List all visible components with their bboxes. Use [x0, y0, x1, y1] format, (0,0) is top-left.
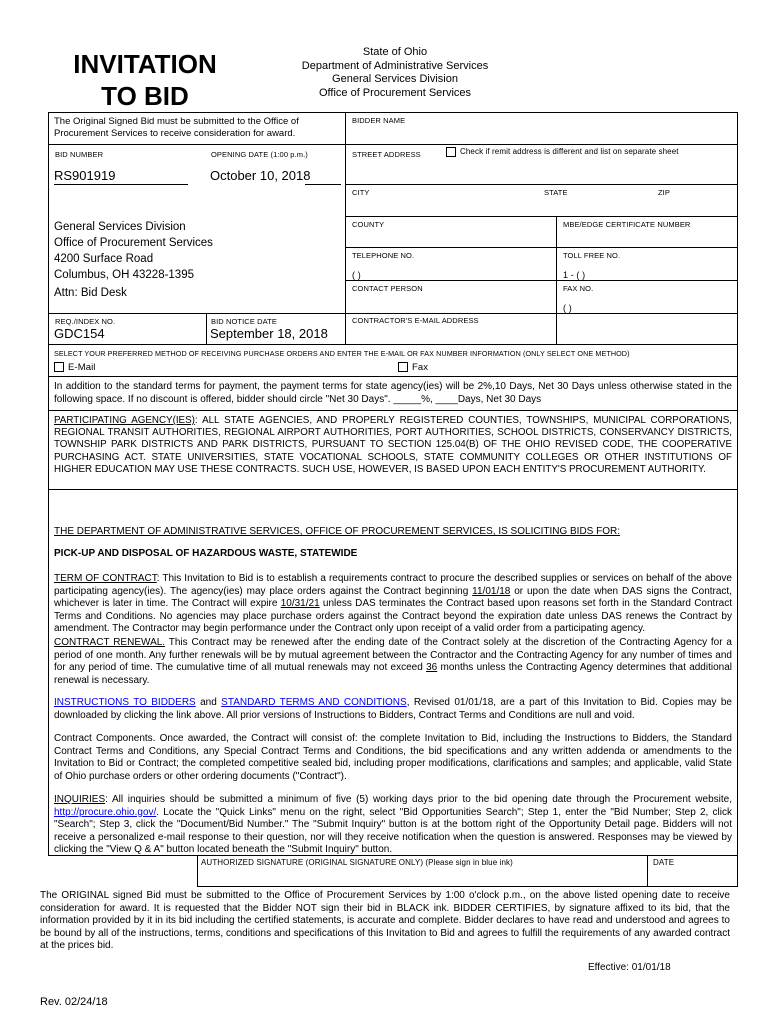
option-label: Fax — [412, 362, 429, 373]
divider — [48, 144, 345, 145]
telephone-label: TELEPHONE NO. — [352, 251, 415, 260]
bid-subject: PICK-UP AND DISPOSAL OF HAZARDOUS WASTE, STATEWIDE — [54, 548, 358, 559]
divider — [345, 144, 738, 145]
divider — [48, 313, 345, 314]
checkbox-icon[interactable] — [446, 147, 456, 157]
divider — [206, 313, 207, 344]
divider — [345, 247, 738, 248]
telephone-blank: ( ) — [352, 270, 361, 280]
procurement-website-link[interactable]: http://procure.ohio.gov/ — [54, 806, 157, 818]
participating-heading: PARTICIPATING AGENCY(IES) — [54, 415, 195, 426]
fax-label: FAX NO. — [563, 284, 594, 293]
title-line-2: TO BID — [101, 81, 189, 111]
document-title — [40, 48, 250, 112]
delivery-address — [54, 219, 213, 301]
inquiries-text: . Locate the "Quick Links" menu on the right, select "Bid Opportunities Search"; Step 1, enter the "Bid Number; Step 2, click "Search"; Step 3, click the "Document/Bid Number." The "Submit Inquiry" button is at the bottom right of the Opportunity Detail page. Bidders will not receive a personalized e-mail response to their question, nor will they receive notification when the question is answered. Responses may be viewed by clicking the "View Q & A" button located beneath the "Submit Inquiry" button. — [54, 806, 732, 855]
address-line: 4200 Surface Road — [54, 253, 154, 265]
term-of-contract — [54, 573, 732, 636]
bid-notice-date-label: BID NOTICE DATE — [211, 317, 277, 326]
state-label: STATE — [544, 188, 568, 197]
county-label: COUNTY — [352, 220, 385, 229]
inquiries-paragraph — [54, 794, 732, 857]
soliciting-statement — [54, 526, 734, 539]
payment-terms: In addition to the standard terms for payment, the payment terms for state agency(ies) will be 2%,10 Days, Net 30 Days unless otherwise stated in the following space. If no discount is offered, bidder should circle "Net 30 Days". _____%, ____Days, Net 30 Days — [54, 381, 732, 405]
divider — [48, 410, 738, 411]
standard-terms-link[interactable]: STANDARD TERMS AND CONDITIONS — [221, 697, 407, 708]
divider — [48, 376, 738, 377]
renewal-heading: CONTRACT RENEWAL. — [54, 637, 166, 648]
option-label: E-Mail — [68, 362, 96, 373]
inquiries-text: : All inquiries should be submitted a minimum of five (5) working days prior to the bid opening date through the Procurement website, — [105, 794, 732, 805]
checkbox-icon[interactable] — [54, 362, 64, 372]
fax-blank: ( ) — [563, 303, 572, 313]
effective-date: Effective: 01/01/18 — [588, 962, 671, 973]
checkbox-label: Check if remit address is different and list on separate sheet — [460, 147, 679, 157]
bid-notice-date-value: September 18, 2018 — [210, 326, 328, 341]
tollfree-blank: 1 - ( ) — [563, 270, 586, 280]
renewal-text: months unless the Contracting Agency determines that additional renewal is necessary. — [54, 662, 733, 686]
instructions-text: , Revised 01/01/18, are a part of this Invitation to Bid. Copies may be downloaded by clicking the link above. All prior versions of Instructions to Bidders, Contract Terms and Conditions are null and void. — [54, 697, 732, 721]
opening-date-label: OPENING DATE (1:00 p.m.) — [211, 150, 308, 159]
term-text: unless DAS terminates the Contract based upon reasons set forth in the Standard Contract Terms and Conditions. No agencies may place purchase orders against the Contract beyond the expiration date unless DAS renews the Contract by amendment. The Contractor may begin performance under the Contract only upon receipt of a valid order from a participating agency. — [54, 598, 732, 634]
agency-line: Office of Procurement Services — [318, 86, 472, 99]
date-label: DATE — [653, 858, 675, 867]
divider — [48, 344, 738, 345]
agency-line: Department of Administrative Services — [301, 59, 489, 72]
term-heading: TERM OF CONTRACT — [54, 573, 157, 584]
term-text: : This Invitation to Bid is to establish a requirements contract to procure the described supplies or services on behalf of the above participating agency(ies). The agency(ies) may place orders against the Contract beginning — [54, 573, 732, 597]
signature-label: AUTHORIZED SIGNATURE (ORIGINAL SIGNATURE ONLY) (Please sign in blue ink) — [201, 858, 513, 867]
zip-label: ZIP — [658, 188, 670, 197]
divider — [345, 280, 738, 281]
contract-renewal — [54, 637, 732, 687]
opening-date-value: October 10, 2018 — [210, 168, 311, 183]
term-text: or upon the date when DAS signs the Contract, whichever is later in time. The Contract will expire — [54, 585, 732, 609]
req-index-value: GDC154 — [54, 326, 105, 341]
contact-person-label: CONTACT PERSON — [352, 284, 423, 293]
underline — [54, 184, 188, 185]
agency-line: State of Ohio — [362, 46, 428, 58]
participating-agencies — [54, 415, 732, 476]
address-line: Office of Procurement Services — [54, 237, 213, 249]
fax-method-option[interactable] — [398, 362, 428, 373]
mbe-certificate-label: MBE/EDGE CERTIFICATE NUMBER — [563, 220, 691, 229]
renewal-text: This Contract may be renewed after the ending date of the Contract solely at the discretion of the Contracting Agency for a period of one month. Any further renewals will be by mutual agreement between the Contractor and the Contracting Agency for any number of times and for any period of time. The cumulative time of all mutual renewals may not exceed — [54, 637, 732, 673]
contract-components: Contract Components. Once awarded, the Contract will consist of: the complete Invitation to Bid, including the Instructions to Bidders, the Standard Contract Terms and Conditions, any Special Contract Terms and Conditions, the bid specifications and any written addenda or amendments to the Invitation to Bid or Contract; the completed competitive sealed bid, including proper modifications, clarifications and samples; and applicable, valid State of Ohio purchase orders or other ordering documents ("Contract"). — [54, 733, 732, 782]
tollfree-label: TOLL FREE NO. — [563, 251, 621, 260]
divider — [345, 184, 738, 185]
agency-header — [270, 46, 520, 100]
participating-body: : ALL STATE AGENCIES, AND PROPERLY REGISTERED COUNTIES, TOWNSHIPS, MUNICIPAL CORPORATIONS, REGIONAL TRANSIT AUTHORITIES, REGIONAL AIRPORT AUTHORITIES, PORT AUTHORITIES, SCHOOL DISTRICTS, CONSERVANCY DISTRICTS, TOWNSHIP PARK DISTRICTS AND PARK DISTRICTS, PURSUANT TO SECTION 125.04(B) OF THE OHIO REVISED CODE, THE COOPERATIVE PURCHASING ACT. STATE UNIVERSITIES, STATE VOCATIONAL SCHOOLS, STATE COMMUNITY COLLEGES OR OTHER INSTITUTIONS OF HIGHER EDUCATION MAY USE THESE CONTRACTS. SUCH USE, HOWEVER, IS BASED UPON EACH ENTITY'S PROCUREMENT AUTHORITY. — [54, 415, 732, 475]
instructions-to-bidders-link[interactable]: INSTRUCTIONS TO BIDDERS — [54, 697, 196, 708]
remit-address-checkbox[interactable] — [446, 147, 679, 157]
contract-end-date: 10/31/21 — [280, 598, 320, 609]
agency-line: General Services Division — [332, 73, 458, 85]
email-method-option[interactable] — [54, 362, 96, 373]
divider — [345, 313, 738, 314]
bidder-name-label: BIDDER NAME — [352, 116, 406, 125]
inquiries-heading: INQUIRIES — [54, 794, 106, 805]
title-line-1: INVITATION — [73, 49, 217, 79]
column-divider — [345, 112, 346, 344]
instructions-text: and — [195, 697, 222, 708]
address-line: Attn: Bid Desk — [54, 287, 127, 299]
po-method-label: SELECT YOUR PREFERRED METHOD OF RECEIVING PURCHASE ORDERS AND ENTER THE E-MAIL OR FAX NUMBER INFORMATION (ONLY SELECT ONE METHOD) — [54, 349, 630, 358]
req-index-label: REQ./INDEX NO. — [55, 317, 116, 326]
submission-notice: The Original Signed Bid must be submitted to the Office of Procurement Services to receive consideration for award. — [54, 116, 299, 139]
renewal-months: 36 — [426, 662, 438, 673]
checkbox-icon[interactable] — [398, 362, 408, 372]
bid-number-value: RS901919 — [54, 168, 116, 183]
contract-start-date: 11/01/18 — [472, 585, 511, 597]
city-label: CITY — [352, 188, 370, 197]
soliciting-text: THE DEPARTMENT OF ADMINISTRATIVE SERVICES, OFFICE OF PROCUREMENT SERVICES, IS SOLICITING BIDS FOR: — [54, 526, 621, 537]
divider — [345, 216, 738, 217]
underline — [305, 184, 341, 185]
revision-date: Rev. 02/24/18 — [40, 996, 108, 1008]
address-line: Columbus, OH 43228-1395 — [54, 269, 194, 281]
address-line: General Services Division — [54, 221, 186, 233]
instructions-paragraph — [54, 697, 732, 722]
email-address-label: CONTRACTOR'S E-MAIL ADDRESS — [352, 316, 479, 325]
footer-certification: The ORIGINAL signed Bid must be submitted to the Office of Procurement Services by 1:00 o'clock p.m., on the above listed opening date to receive consideration for award. It is requested that the Bidder NOT sign their bid in BLACK ink. BIDDER CERTIFIES, by signature affixed to its bid, that the information provided by it in its bid including the certified statements, is accurate and complete. Bidder declares to have read and understood and agrees to be bound by all of the instructions, terms, conditions and specifications of this Invitation to Bid and agrees to fulfill the requirements of any awarded contract at the prices bid. — [40, 890, 730, 951]
street-address-label: STREET ADDRESS — [352, 150, 421, 159]
bid-number-label: BID NUMBER — [55, 150, 104, 159]
